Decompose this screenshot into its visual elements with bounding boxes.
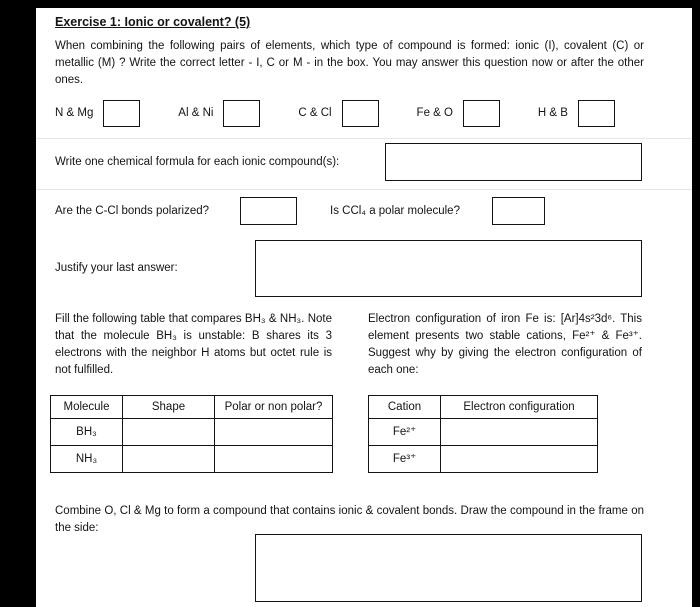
answer-box-h-b[interactable] [578,100,615,127]
molecule-table-header-row [51,396,333,419]
justify-answer-box[interactable] [255,240,642,297]
pair-label-h-b: H & B [537,107,568,119]
worksheet-page [36,8,692,607]
answer-box-n-mg[interactable] [103,100,140,127]
cation-header: Cation [369,396,441,419]
page-title: Exercise 1: Ionic or covalent? (5) [55,15,251,29]
molecule-table [50,395,333,473]
pair-h-b [538,100,615,127]
fe3-config-cell[interactable] [441,446,598,473]
electron-config-header: Electron configuration [441,396,598,419]
table-row-fe3 [369,446,598,473]
nh3-shape-cell[interactable] [123,446,215,473]
justify-question: Justify your last answer: [55,262,178,274]
table-row-fe2 [369,419,598,446]
polar-molecule-answer-box[interactable] [492,197,545,225]
molecule-header: Molecule [51,396,123,419]
combine-question: Combine O, Cl & Mg to form a compound that contains ionic & covalent bonds. Draw the compound in the frame on the side: [55,505,644,534]
cation-table-header-row [369,396,598,419]
element-pairs-row [55,100,615,127]
intro-text: When combining the following pairs of elements, which type of compound is formed: ionic (I), covalent (C) or metallic (M) ? Write the correct letter - I, C or M - in the box. You may answer this question now or after the other ones. [55,40,644,86]
electron-config-instructions: Electron configuration of iron Fe is: [Ar]4s²3d⁶. This element presents two stable cations, Fe²⁺ & Fe³⁺. Suggest why by giving the electron configuration of each one: [368,313,642,376]
nh3-polar-cell[interactable] [215,446,333,473]
fe2-config-cell[interactable] [441,419,598,446]
nh3-label-cell: NH₃ [51,446,123,473]
shape-header: Shape [123,396,215,419]
bonds-polarized-question: Are the C-Cl bonds polarized? [55,205,210,217]
pair-n-mg [55,100,140,127]
pair-fe-o [417,100,500,127]
bh3-shape-cell[interactable] [123,419,215,446]
bh3-polar-cell[interactable] [215,419,333,446]
molecule-table-instructions: Fill the following table that compares BH₃ & NH₃. Note that the molecule BH₃ is unstable: B shares its 3 electrons with the neighbor H atoms but octet rule is not fulfilled. [55,313,332,376]
pair-al-ni [178,100,260,127]
section-divider [36,189,692,190]
answer-box-c-cl[interactable] [342,100,379,127]
pair-label-al-ni: Al & Ni [178,107,214,119]
formula-question: Write one chemical formula for each ionic compound(s): [55,156,340,168]
answer-box-fe-o[interactable] [463,100,500,127]
table-row-nh3 [51,446,333,473]
cation-table [368,395,598,473]
pair-label-c-cl: C & Cl [298,107,332,119]
drawing-frame-box[interactable] [255,534,642,602]
section-divider [36,138,692,139]
pair-c-cl [298,100,378,127]
answer-box-al-ni[interactable] [223,100,260,127]
polar-header: Polar or non polar? [215,396,333,419]
bonds-polarized-answer-box[interactable] [240,197,297,225]
pair-label-n-mg: N & Mg [55,107,94,119]
formula-answer-box[interactable] [385,143,642,181]
table-row-bh3 [51,419,333,446]
polar-molecule-question: Is CCl₄ a polar molecule? [330,205,460,217]
fe3-label-cell: Fe³⁺ [369,446,441,473]
fe2-label-cell: Fe²⁺ [369,419,441,446]
pair-label-fe-o: Fe & O [416,107,453,119]
bh3-label-cell: BH₃ [51,419,123,446]
